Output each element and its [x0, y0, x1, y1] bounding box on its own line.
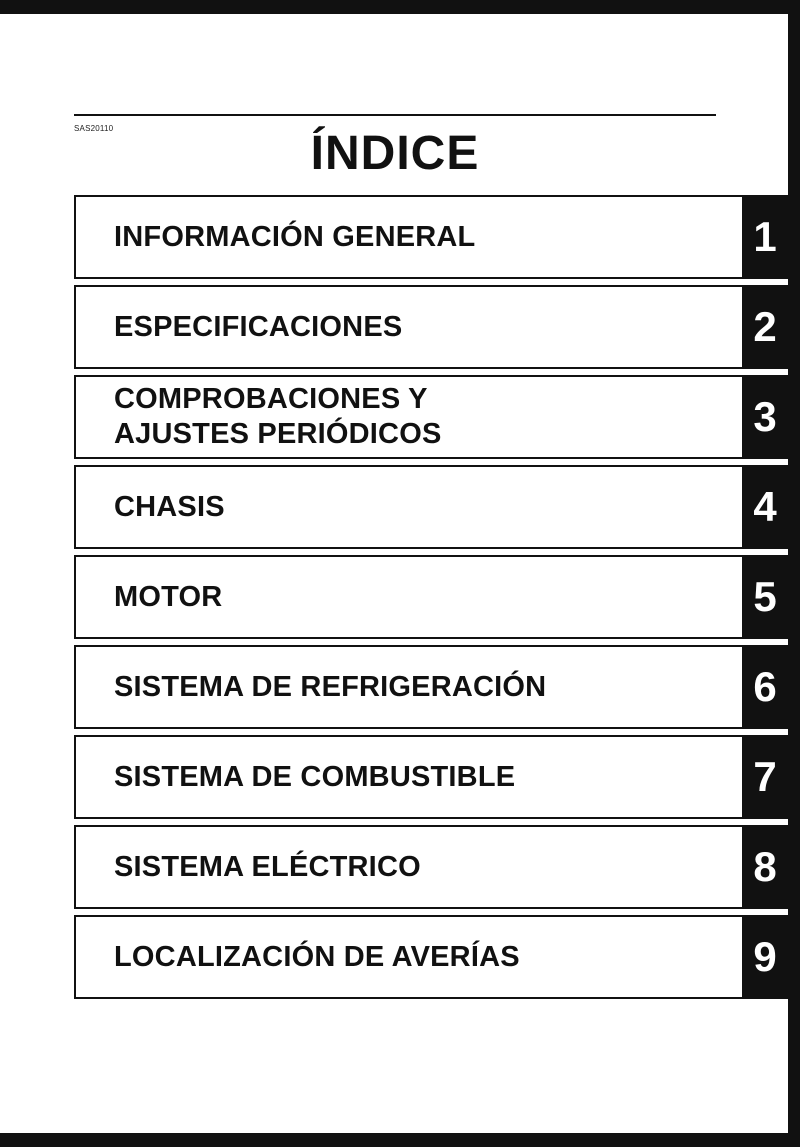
- toc-item-label: ESPECIFICACIONES: [114, 310, 403, 343]
- toc-item-box: [74, 375, 744, 459]
- page-title: ÍNDICE: [310, 127, 480, 180]
- toc-item-label: COMPROBACIONES Y AJUSTES PERIÓDICOS: [114, 383, 442, 450]
- toc-item-label: SISTEMA DE COMBUSTIBLE: [114, 760, 516, 793]
- toc-item-sistema-electrico[interactable]: [74, 825, 800, 909]
- toc-item-localizacion-averias[interactable]: [74, 915, 800, 999]
- toc-item-box: [74, 735, 744, 819]
- section-number-tab: 4: [744, 465, 800, 549]
- toc-item-informacion-general[interactable]: [74, 195, 800, 279]
- header-rule: [74, 114, 716, 116]
- toc-item-especificaciones[interactable]: [74, 285, 800, 369]
- toc-item-label: SISTEMA ELÉCTRICO: [114, 850, 421, 883]
- section-number-tab: 8: [744, 825, 800, 909]
- page-top-border: [0, 0, 800, 14]
- toc-item-label: LOCALIZACIÓN DE AVERÍAS: [114, 940, 520, 973]
- toc-item-label: INFORMACIÓN GENERAL: [114, 220, 476, 253]
- toc-item-label: MOTOR: [114, 580, 223, 613]
- page-bottom-border: [0, 1133, 800, 1147]
- section-number-tab: 7: [744, 735, 800, 819]
- toc-item-chasis[interactable]: [74, 465, 800, 549]
- toc-item-box: [74, 285, 744, 369]
- toc-item-box: [74, 825, 744, 909]
- toc-item-box: [74, 645, 744, 729]
- toc-item-box: [74, 555, 744, 639]
- toc-item-motor[interactable]: [74, 555, 800, 639]
- section-number-tab: 2: [744, 285, 800, 369]
- section-number-tab: 9: [744, 915, 800, 999]
- toc-item-box: [74, 915, 744, 999]
- section-number-tab: 3: [744, 375, 800, 459]
- toc-item-label: CHASIS: [114, 490, 225, 523]
- toc-item-sistema-refrigeracion[interactable]: [74, 645, 800, 729]
- section-number-tab: 6: [744, 645, 800, 729]
- toc-item-label: SISTEMA DE REFRIGERACIÓN: [114, 670, 547, 703]
- section-number-tab: 5: [744, 555, 800, 639]
- toc-item-sistema-combustible[interactable]: [74, 735, 800, 819]
- document-code: SAS20110: [74, 124, 114, 133]
- toc-item-box: [74, 195, 744, 279]
- toc-item-box: [74, 465, 744, 549]
- section-number-tab: 1: [744, 195, 800, 279]
- toc-item-comprobaciones-ajustes[interactable]: [74, 375, 800, 459]
